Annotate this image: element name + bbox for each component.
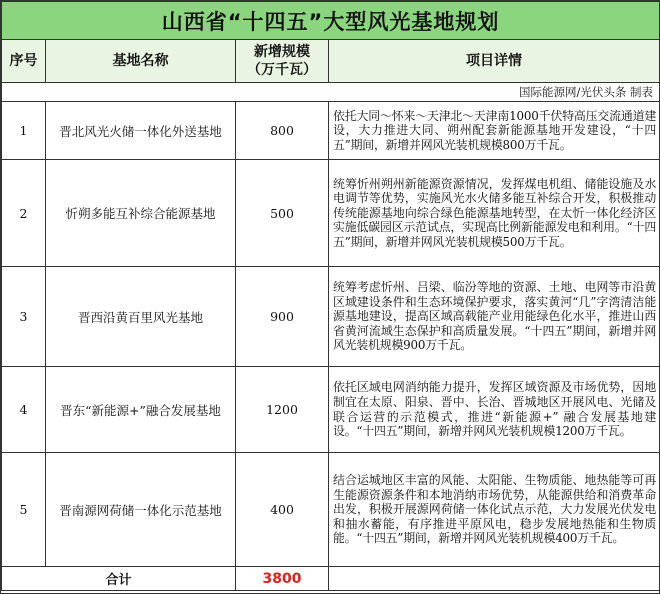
table-row <box>2 367 660 453</box>
source-note: 国际能源网/光伏头条 制表 <box>2 83 660 102</box>
header-capacity-line2: （万千瓦） <box>247 62 317 78</box>
row-index: 1 <box>2 102 46 160</box>
project-detail: 统筹考虑忻州、吕梁、临汾等地的资源、土地、电网等市沿黄区域建设条件和生态环境保护要求，落实黄河“几”字湾清洁能源基地建设，提高区域高载能产业用能绿色化水平，推进山西省黄河流域生态保护和高质量发展。“十四五”期间，新增并网风光装机规模900万千瓦。 <box>329 267 660 367</box>
total-row <box>2 567 660 591</box>
base-name: 晋南源网荷储一体化示范基地 <box>46 453 236 567</box>
base-name: 忻朔多能互补综合能源基地 <box>46 160 236 267</box>
capacity-value: 500 <box>236 160 329 267</box>
source-row <box>2 83 660 102</box>
table-row <box>2 102 660 160</box>
planning-table <box>1 1 660 591</box>
row-index: 4 <box>2 367 46 453</box>
table-row <box>2 160 660 267</box>
capacity-value: 800 <box>236 102 329 160</box>
capacity-value: 900 <box>236 267 329 367</box>
table-row <box>2 453 660 567</box>
total-detail-empty <box>329 567 660 591</box>
table-title: 山西省“十四五”大型风光基地规划 <box>2 2 660 40</box>
header-name: 基地名称 <box>46 40 236 83</box>
project-detail: 依托大同～怀来～天津北～天津南1000千伏特高压交流通道建设，大力推进大同、朔州配套新能源基地开发建设，“十四五”期间，新增并网风光装机规模800万千瓦。 <box>329 102 660 160</box>
header-capacity <box>236 40 329 83</box>
header-row <box>2 40 660 83</box>
title-row <box>2 2 660 40</box>
project-detail: 结合运城地区丰富的风能、太阳能、生物质能、地热能等可再生能源资源条件和本地消纳市场优势，从能源供给和消费革命出发，积极开展源网荷储一体化试点示范，大力发展光伏发电和抽水蓄能，有序推进平原风电，稳步发展地热能和生物质能。“十四五”期间，新增并网风光装机规模400万千瓦。 <box>329 453 660 567</box>
header-index: 序号 <box>2 40 46 83</box>
capacity-value: 1200 <box>236 367 329 453</box>
project-detail: 依托区域电网消纳能力提升，发挥区域资源及市场优势，因地制宜在太原、阳泉、晋中、长治、晋城地区开展风电、光储及联合运营的示范模式，推进“新能源+” 融合发展基地建设。“十四五”期间，新增并网风光装机规模1200万千瓦。 <box>329 367 660 453</box>
header-capacity-line1: 新增规模 <box>254 44 310 60</box>
base-name: 晋东“新能源+”融合发展基地 <box>46 367 236 453</box>
table-row <box>2 267 660 367</box>
header-detail: 项目详情 <box>329 40 660 83</box>
total-label: 合计 <box>2 567 236 591</box>
capacity-value: 400 <box>236 453 329 567</box>
total-value: 3800 <box>236 567 329 591</box>
row-index: 5 <box>2 453 46 567</box>
base-name: 晋西沿黄百里风光基地 <box>46 267 236 367</box>
base-name: 晋北风光火储一体化外送基地 <box>46 102 236 160</box>
project-detail: 统筹忻州朔州新能源资源情况，发挥煤电机组、储能设施及水电调节等优势，实施风光水火储多能互补综合开发，积极推动传统能源基地向综合绿色能源基地转型，在太忻一体化经济区实施低碳园区示范试点，实现高比例新能源发电和利用。“十四五”期间，新增并网风光装机规模500万千瓦。 <box>329 160 660 267</box>
row-index: 3 <box>2 267 46 367</box>
row-index: 2 <box>2 160 46 267</box>
